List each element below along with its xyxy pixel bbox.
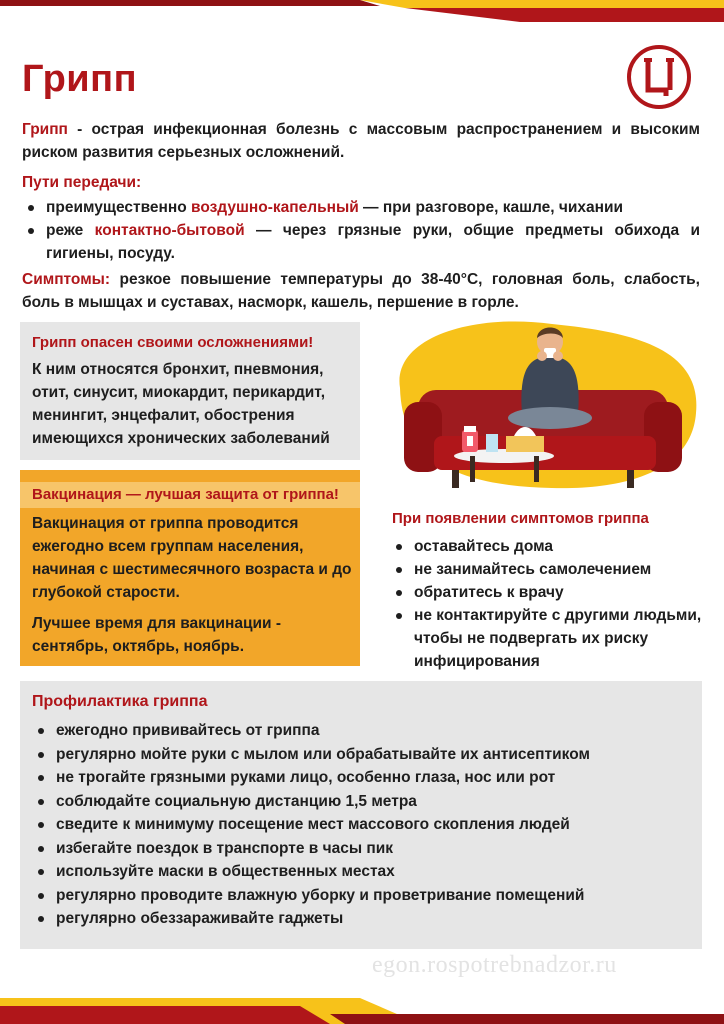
- list-item: регулярно мойте руки с мылом или обрабатывайте их антисептиком: [34, 743, 694, 767]
- symptoms-text: резкое повышение температуры до 38-40°С, головная боль, слабость, боль в мышцах и суставах, насморк, кашель, першение в горле.: [22, 271, 700, 311]
- intro-term: Грипп: [22, 121, 68, 138]
- list-item: не занимайтесь самолечением: [392, 558, 702, 581]
- on-symptoms-heading: При появлении симптомов гриппа: [392, 510, 649, 527]
- list-item: используйте маски в общественных местах: [34, 860, 694, 884]
- list-item: оставайтесь дома: [392, 535, 702, 558]
- item-text: — через грязные руки, общие предметы обихода и гигиены, посуду.: [46, 222, 700, 262]
- sick-person-illustration: [382, 318, 704, 498]
- list-item: обратитесь к врачу: [392, 581, 702, 604]
- page-title: Грипп: [22, 58, 138, 100]
- item-text: — при разговоре, кашле, чихании: [358, 199, 624, 216]
- transmission-heading: Пути передачи:: [22, 174, 142, 191]
- vaccination-box: [20, 470, 360, 666]
- intro-text: - острая инфекционная болезнь с массовым распространением и высоким риском развития серьезных осложнений.: [22, 121, 700, 161]
- vaccination-text: Вакцинация от гриппа проводится ежегодно всем группам населения, начиная с шестимесячного возраста и до глубокой старости.: [32, 515, 352, 601]
- transmission-list: [24, 196, 700, 265]
- website-watermark: egon.rospotrebnadzor.ru: [372, 952, 617, 978]
- header-stripes: [0, 0, 724, 36]
- item-highlight: воздушно-капельный: [191, 199, 359, 216]
- list-item: [24, 196, 700, 219]
- list-item: регулярно проводите влажную уборку и проветривание помещений: [34, 884, 694, 908]
- vaccination-time: Лучшее время для вакцинации - сентябрь, октябрь, ноябрь.: [32, 615, 282, 655]
- list-item: регулярно обеззараживайте гаджеты: [34, 907, 694, 931]
- item-highlight: контактно-бытовой: [94, 222, 245, 239]
- complications-text: К ним относятся бронхит, пневмония, отит, синусит, миокардит, перикардит, менингит, энцефалит, обострения имеющихся хронических заболеваний: [32, 361, 330, 447]
- item-text: преимущественно: [46, 199, 192, 216]
- item-text: реже: [46, 222, 95, 239]
- list-item: [24, 219, 700, 265]
- complications-box: [20, 322, 360, 460]
- list-item: не контактируйте с другими людьми, чтобы не подвергать их риску инфицирования: [392, 604, 702, 673]
- on-symptoms-list: [392, 535, 702, 673]
- symptoms-paragraph: [22, 268, 700, 314]
- prevention-heading: Профилактика гриппа: [32, 693, 208, 710]
- list-item: избегайте поездок в транспорте в часы пик: [34, 837, 694, 861]
- footer-stripes: [0, 990, 724, 1024]
- list-item: ежегодно прививайтесь от гриппа: [34, 719, 694, 743]
- rospotrebnadzor-logo: [626, 44, 692, 110]
- list-item: соблюдайте социальную дистанцию 1,5 метра: [34, 790, 694, 814]
- list-item: не трогайте грязными руками лицо, особенно глаза, нос или рот: [34, 766, 694, 790]
- prevention-box: [20, 681, 702, 949]
- prevention-list: [34, 719, 694, 931]
- complications-heading: Грипп опасен своими осложнениями!: [32, 334, 314, 351]
- intro-paragraph: [22, 118, 700, 164]
- list-item: сведите к минимуму посещение мест массового скопления людей: [34, 813, 694, 837]
- vaccination-heading: Вакцинация — лучшая защита от гриппа!: [32, 486, 339, 503]
- symptoms-label: Симптомы:: [22, 271, 111, 288]
